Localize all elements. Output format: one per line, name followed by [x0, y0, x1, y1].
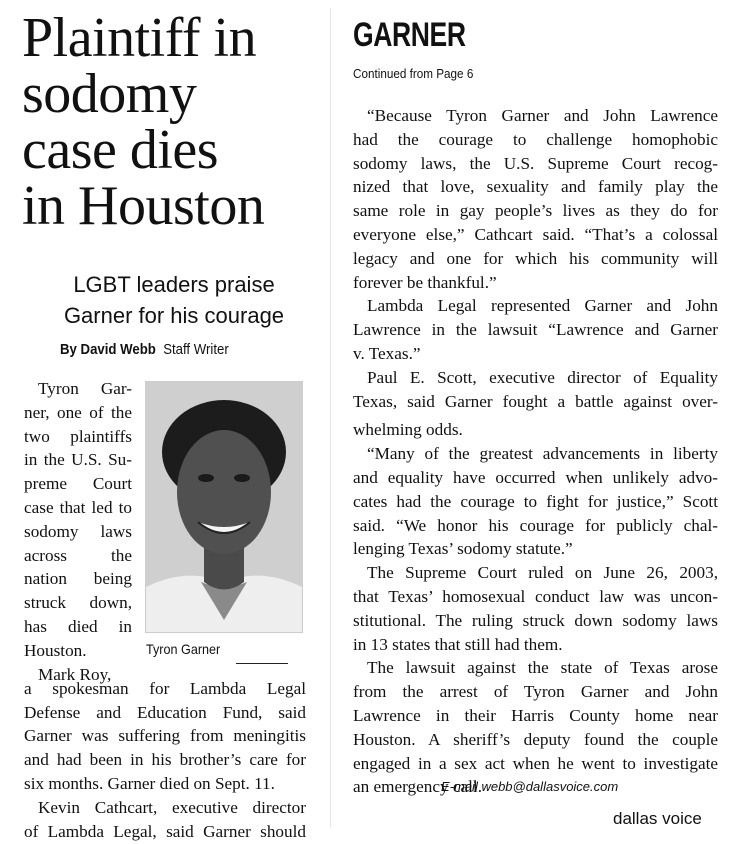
photo-caption: Tyron Garner [146, 641, 221, 657]
headline: Plaintiff in sodomy case dies in Houston [22, 7, 265, 237]
body-line: The Supreme Court ruled on June 26, 2003, [367, 563, 718, 583]
body-line: and had been in his brother’s care for [24, 750, 306, 770]
byline [60, 341, 229, 358]
body-line: stitutional. The ruling struck down sodomy laws [353, 610, 718, 630]
body-line: in 13 states that still had them. [353, 634, 563, 654]
body-line: Paul E. Scott, executive director of Equality [367, 367, 718, 387]
body-line: Lambda Legal represented Garner and John [367, 296, 718, 316]
body-line: same role in gay people’s lives as they do for [353, 201, 718, 221]
portrait-illustration [146, 382, 302, 632]
body-line: nation being [24, 569, 132, 589]
subhead-line-1: LGBT leaders praise [73, 272, 275, 297]
body-line: had the courage to challenge homophobic [353, 129, 718, 149]
portrait-photo [145, 381, 303, 633]
body-line: ner, one of the [24, 402, 132, 422]
body-line: Defense and Education Fund, said [24, 702, 306, 722]
body-line: Texas, said Garner fought a battle against over- [353, 391, 718, 411]
article-body-narrow [24, 377, 132, 686]
body-line: nized that love, sexuality and family play the [353, 177, 718, 197]
body-line: legacy and one for which his community will [353, 248, 718, 268]
byline-author: By David Webb [60, 341, 156, 358]
body-line: lenging Texas’ sodomy statute.” [353, 539, 573, 559]
section-label: GARNER [353, 16, 466, 54]
body-line: Tyron Gar- [38, 379, 132, 398]
body-line: a spokesman for Lambda Legal [24, 678, 306, 698]
body-line: from the arrest of Tyron Garner and John [353, 682, 718, 702]
article-body-continued [353, 104, 718, 799]
body-line: forever be thankful.” [353, 272, 497, 292]
body-line: whelming odds. [353, 420, 463, 440]
body-line: Mark Roy, [38, 664, 112, 684]
body-line: an emergency call. [353, 777, 482, 797]
byline-role: Staff Writer [163, 341, 229, 358]
continued-note: Continued from Page 6 [353, 66, 474, 81]
body-line: Houston. [24, 640, 87, 660]
body-line: of Lambda Legal, said Garner should [24, 821, 306, 841]
body-line: everyone else,” Cathcart said. “That’s a colossal [353, 224, 718, 244]
body-line: Houston. A sheriff’s deputy found the couple [353, 729, 718, 749]
subhead-line-2: Garner for his courage [63, 303, 285, 328]
body-line: struck down, [24, 593, 132, 613]
body-line: Lawrence in the lawsuit “Lawrence and Garner [353, 320, 718, 340]
body-line: sodomy laws, the U.S. Supreme Court recog- [353, 153, 718, 173]
publication-footer: dallas voice [613, 809, 702, 828]
body-line: case that led to [24, 497, 132, 517]
body-line: in the U.S. Su- [24, 450, 132, 470]
body-line: across the [24, 545, 132, 565]
article-body-wide [24, 653, 306, 843]
body-line: Garner was suffering from meningitis [24, 726, 306, 746]
body-line: Lawrence in their Harris County home near [353, 705, 718, 725]
body-line: has died in [24, 616, 132, 636]
body-line: engaged in a sex act when he went to investigate [353, 753, 718, 773]
body-line: Kevin Cathcart, executive director [38, 797, 306, 817]
body-line: “Because Tyron Garner and John Lawrence [367, 106, 718, 125]
body-line: six months. Garner died on Sept. 11. [24, 773, 275, 793]
body-line: sodomy laws [24, 521, 132, 541]
author-email: E-mail webb@dallasvoice.com [441, 779, 619, 794]
body-line: “Many of the greatest advancements in liberty [367, 444, 718, 464]
body-line: that Texas’ homosexual conduct law was uncon- [353, 586, 718, 606]
body-line: The lawsuit against the state of Texas arose [367, 658, 718, 678]
body-line: two plaintiffs [24, 426, 132, 446]
column-divider [330, 8, 331, 828]
body-line: said. “We honor his courage for publicly chal- [353, 515, 718, 535]
body-line: preme Court [24, 474, 132, 494]
body-line: v. Texas.” [353, 343, 421, 363]
body-line: and equality have occurred when unlikely advo- [353, 467, 718, 487]
body-line: cates had the courage to fight for justice,” Scott [353, 491, 718, 511]
subhead [24, 269, 324, 331]
